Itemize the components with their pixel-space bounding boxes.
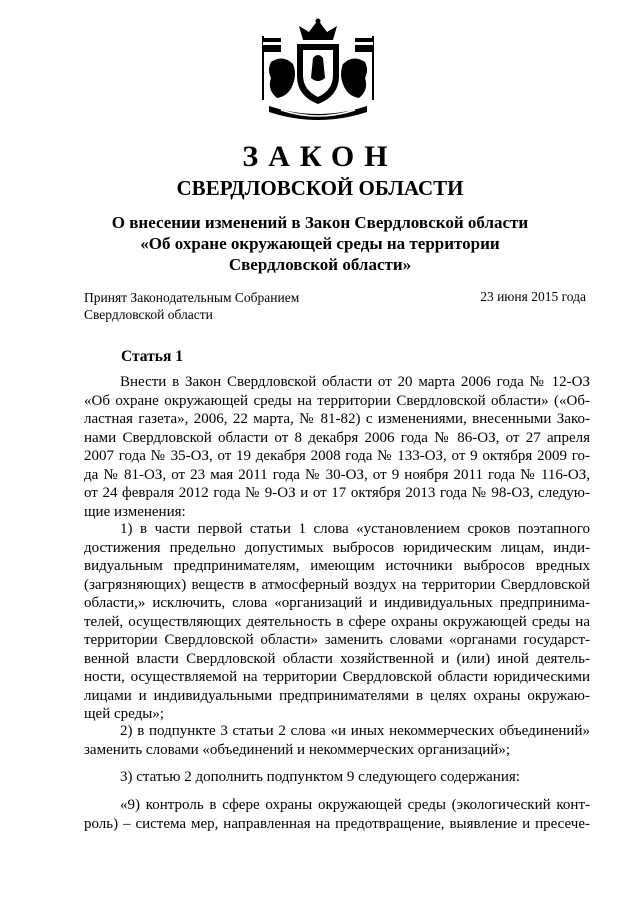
- paragraph: [84, 796, 590, 833]
- text-line: 3) статью 2 дополнить подпунктом 9 следующего содержания:: [120, 769, 520, 785]
- paragraph: [84, 722, 590, 759]
- text-line: «Об охране окружающей среды на территории Свердловской области» («Об-: [84, 392, 590, 409]
- text-line: щей среды»;: [84, 706, 164, 722]
- text-line: видуальным предпринимателям, имеющим источники выбросов вредных: [84, 558, 590, 574]
- subtitle-line: Свердловской области»: [228, 255, 412, 274]
- paragraph: [84, 768, 590, 787]
- text-line: роль) – система мер, направленная на предотвращение, выявление и пресече-: [84, 815, 590, 832]
- text-line: нами Свердловской области от 8 декабря 2006 года № 86-ОЗ, от 27 апреля: [84, 429, 590, 446]
- text-line: да № 81-ОЗ, от 23 мая 2011 года № 30-ОЗ, от 9 ноября 2011 года № 116-ОЗ,: [84, 466, 590, 483]
- adopted-by: [84, 289, 299, 323]
- text-line: щие изменения:: [84, 503, 186, 520]
- subtitle-line: О внесении изменений в Закон Свердловской области: [111, 213, 529, 232]
- adoption-date: 23 июня 2015 года: [480, 289, 586, 304]
- paragraph: [84, 373, 590, 521]
- region-title: СВЕРДЛОВСКОЙ ОБЛАСТИ: [176, 176, 464, 200]
- subtitle-line: «Об охране окружающей среды на территории: [140, 234, 500, 253]
- text-line: области,» исключить, слова «организаций и индивидуальных предпринима-: [84, 595, 590, 611]
- text-line: венной власти Свердловской области хозяйственной и (или) иной деятель-: [84, 650, 590, 667]
- text-line: заменить словами «объединений и некоммерческих организаций»;: [84, 741, 511, 758]
- text-line: 1) в части первой статьи 1 слова «установлением сроков поэтапного: [120, 521, 590, 537]
- text-line: лицами и индивидуальными предпринимателями в целях охраны окружаю-: [84, 687, 590, 704]
- text-line: 2007 года № 35-ОЗ, от 19 декабря 2008 года № 133-ОЗ, от 9 октября 2009 го-: [84, 448, 590, 464]
- adopted-by-line: Принят Законодательным Собранием: [84, 290, 300, 305]
- text-line: 2) в подпункте 3 статьи 2 слова «и иных некоммерческих объединений»: [120, 723, 590, 739]
- coat-of-arms-icon: [233, 18, 403, 128]
- text-line: телей, осуществляющих деятельность в сфере охраны окружающей среды на: [84, 613, 590, 630]
- text-line: «9) контроль в сфере охраны окружающей среды (экологический конт-: [120, 797, 590, 813]
- text-line: от 24 февраля 2012 года № 9-ОЗ и от 17 октября 2013 года № 98-ОЗ, следую-: [84, 485, 590, 501]
- text-line: территории Свердловской области» заменить словами «органами государст-: [84, 632, 590, 648]
- text-line: Внести в Закон Свердловской области от 20 марта 2006 года № 12-ОЗ: [120, 374, 590, 390]
- text-line: ластная газета», 2006, 22 марта, № 81-82) с изменениями, внесенными Зако-: [84, 411, 590, 427]
- text-line: ности, осуществляемой на территории Свердловской области юридическими: [84, 669, 590, 685]
- article-title: Статья 1: [121, 348, 183, 365]
- law-title: ЗАКОН: [242, 140, 398, 173]
- law-subtitle: [0, 212, 640, 275]
- text-line: достижения предельно допустимых выбросов юридическим лицам, инди-: [84, 539, 590, 556]
- adopted-by-line: Свердловской области: [84, 307, 213, 322]
- text-line: (загрязняющих) веществ в атмосферный воздух на территории Свердловской: [84, 576, 590, 593]
- paragraph: [84, 520, 590, 724]
